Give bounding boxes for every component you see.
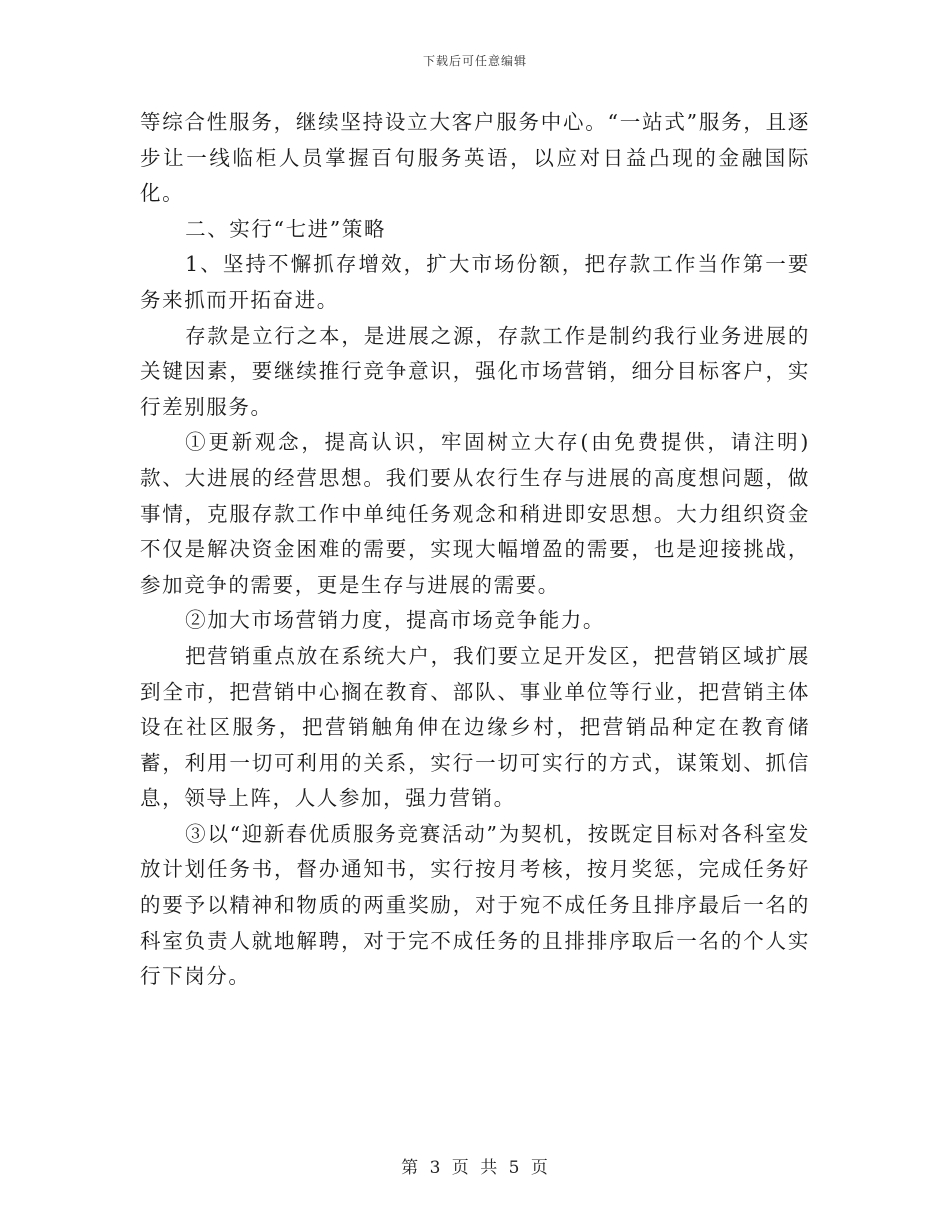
- paragraph-2: 1、坚持不懈抓存增效，扩大市场份额，把存款工作当作第一要务来抓而开拓奋进。: [140, 252, 810, 312]
- page-number: 第 3 页 共 5 页: [401, 1158, 549, 1178]
- paragraph-6: 把营销重点放在系统大户，我们要立足开发区，把营销区域扩展到全市，把营销中心搁在教育、部队、事业单位等行业，把营销主体设在社区服务，把营销触角伸在边缘乡村，把营销品种定在教育储蓄，利用一切可利用的关系，实行一切可实行的方式，谋策划、抓信息，领导上阵，人人参加，强力营销。: [140, 643, 810, 811]
- paragraph-1: 等综合性服务，继续坚持设立大客户服务中心。“一站式”服务，且逐步让一线临柜人员掌握百句服务英语，以应对日益凸现的金融国际化。: [140, 110, 810, 206]
- paragraph-5: ②加大市场营销力度，提高市场竞争能力。: [185, 608, 605, 633]
- page-header: 下载后可任意编辑: [422, 54, 527, 68]
- paragraph-4: ①更新观念，提高认识，牢固树立大存(由免费提供，请注明)款、大进展的经营思想。我们要从农行生存与进展的高度想问题，做事情，克服存款工作中单纯任务观念和稍进即安思想。大力组织资金不仅是解决资金困难的需要，实现大幅增盈的需要，也是迎接挑战，参加竞争的需要，更是生存与进展的需要。: [140, 430, 810, 597]
- section-heading: 二、实行“七进”策略: [185, 216, 387, 241]
- paragraph-3: 存款是立行之本，是进展之源，存款工作是制约我行业务进展的关键因素，要继续推行竞争意识，强化市场营销，细分目标客户，实行差别服务。: [140, 323, 810, 419]
- paragraph-7: ③以“迎新春优质服务竞赛活动”为契机，按既定目标对各科室发放计划任务书，督办通知书，实行按月考核，按月奖惩，完成任务好的要予以精神和物质的两重奖励，对于宛不成任务且排序最后一名的科室负责人就地解聘，对于完不成任务的且排排序取后一名的个人实行下岗分。: [140, 821, 810, 989]
- document-body: [140, 105, 810, 995]
